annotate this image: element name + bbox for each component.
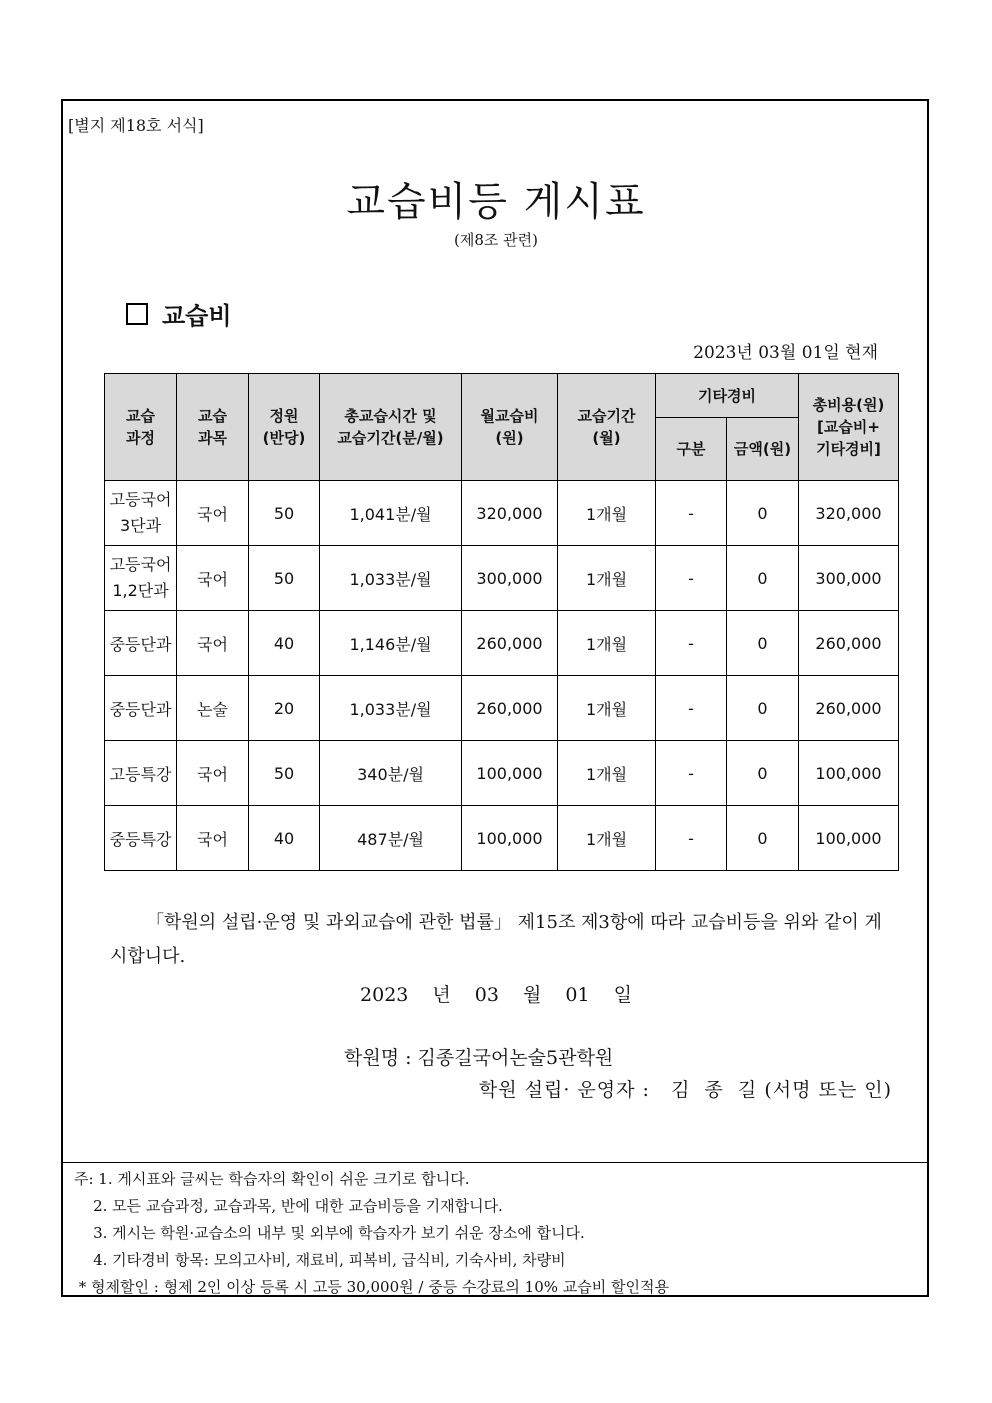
table-row	[105, 741, 899, 806]
header-period: 교습기간 (월)	[558, 374, 656, 481]
cell-course: 고등국어 3단과	[109, 490, 172, 535]
cell-total: 260,000	[815, 698, 882, 718]
header-total-hours: 총교습시간 및 교습기간(분/월)	[320, 374, 462, 481]
header-other-type: 구분	[656, 418, 727, 481]
cell-subject: 국어	[197, 569, 228, 589]
operator-signature-line: 학원 설립· 운영자 : 김 종 길 (서명 또는 인)	[478, 1079, 892, 1101]
cell-fee: 260,000	[476, 633, 543, 653]
cell-period: 1개월	[585, 829, 628, 849]
section-heading	[126, 296, 232, 331]
header-other-expenses: 기타경비	[656, 374, 799, 418]
cell-capacity: 50	[273, 568, 295, 588]
cell-other-amount: 0	[757, 633, 768, 653]
cell-capacity: 50	[273, 503, 295, 523]
table-row	[105, 481, 899, 546]
cell-fee: 100,000	[476, 763, 543, 783]
cell-capacity: 40	[273, 828, 295, 848]
cell-course: 중등단과	[109, 634, 172, 654]
note-item: 3. 게시는 학원·교습소의 내부 및 외부에 학습자가 보기 쉬운 장소에 합니다.	[74, 1224, 585, 1242]
cell-hours: 340분/월	[357, 764, 424, 784]
posting-date: 2023 년 03 월 01 일	[360, 984, 632, 1006]
section-title: 교습비	[162, 302, 232, 330]
notes	[74, 1166, 669, 1301]
cell-other-type: -	[688, 828, 694, 848]
note-item: * 형제할인 : 형제 2인 이상 등록 시 고등 30,000원 / 중등 수강료의 10% 교습비 할인적용	[74, 1278, 669, 1296]
cell-subject: 논술	[197, 699, 228, 719]
table-row	[105, 611, 899, 676]
cell-subject: 국어	[197, 504, 228, 524]
fee-table	[104, 373, 899, 871]
cell-period: 1개월	[585, 764, 628, 784]
cell-other-amount: 0	[757, 568, 768, 588]
cell-period: 1개월	[585, 569, 628, 589]
cell-period: 1개월	[585, 504, 628, 524]
cell-subject: 국어	[197, 764, 228, 784]
cell-other-type: -	[688, 763, 694, 783]
form-number: [별지 제18호 서식]	[68, 116, 204, 135]
header-monthly-fee: 월교습비 (원)	[462, 374, 558, 481]
table-row	[105, 806, 899, 871]
cell-other-amount: 0	[757, 698, 768, 718]
cell-course: 중등단과	[109, 699, 172, 719]
cell-hours: 1,033분/월	[349, 699, 432, 719]
cell-total: 100,000	[815, 763, 882, 783]
cell-fee: 260,000	[476, 698, 543, 718]
cell-other-type: -	[688, 633, 694, 653]
cell-hours: 1,041분/월	[349, 504, 432, 524]
cell-capacity: 50	[273, 763, 295, 783]
cell-subject: 국어	[197, 634, 228, 654]
as-of-date: 2023년 03월 01일 현재	[693, 343, 878, 363]
cell-hours: 1,033분/월	[349, 569, 432, 589]
header-subject: 교습 과목	[177, 374, 249, 481]
cell-fee: 300,000	[476, 568, 543, 588]
cell-capacity: 20	[273, 698, 295, 718]
cell-other-amount: 0	[757, 503, 768, 523]
note-item: 4. 기타경비 항목: 모의고사비, 재료비, 피복비, 급식비, 기숙사비, 차량비	[74, 1251, 566, 1269]
cell-total: 100,000	[815, 828, 882, 848]
header-total: 총비용(원) [교습비+ 기타경비]	[799, 374, 899, 481]
header-other-amount: 금액(원)	[727, 418, 799, 481]
academy-name: 학원명 : 김종길국어논술5관학원	[344, 1047, 614, 1069]
note-item: 2. 모든 교습과정, 교습과목, 반에 대한 교습비등을 기재합니다.	[74, 1197, 503, 1215]
cell-subject: 국어	[197, 829, 228, 849]
cell-other-type: -	[688, 698, 694, 718]
cell-other-amount: 0	[757, 828, 768, 848]
cell-total: 320,000	[815, 503, 882, 523]
header-capacity: 정원 (반당)	[249, 374, 320, 481]
legal-statement: 「학원의 설립·운영 및 과외교습에 관한 법률」 제15조 제3항에 따라 교습비등을 위와 같이 게시합니다.	[110, 912, 882, 967]
table-row	[105, 546, 899, 611]
cell-hours: 487분/월	[357, 829, 424, 849]
cell-fee: 100,000	[476, 828, 543, 848]
note-item: 주: 1. 게시표와 글씨는 학습자의 확인이 쉬운 크기로 합니다.	[74, 1170, 470, 1188]
cell-fee: 320,000	[476, 503, 543, 523]
cell-course: 중등특강	[109, 829, 172, 849]
cell-other-amount: 0	[757, 763, 768, 783]
page-subtitle: (제8조 관련)	[454, 231, 538, 249]
cell-other-type: -	[688, 503, 694, 523]
cell-period: 1개월	[585, 699, 628, 719]
cell-hours: 1,146분/월	[349, 634, 432, 654]
cell-other-type: -	[688, 568, 694, 588]
cell-total: 260,000	[815, 633, 882, 653]
checkbox-square-icon	[126, 303, 148, 325]
cell-total: 300,000	[815, 568, 882, 588]
cell-course: 고등특강	[109, 764, 172, 784]
table-row	[105, 676, 899, 741]
cell-period: 1개월	[585, 634, 628, 654]
cell-course: 고등국어 1,2단과	[109, 555, 172, 600]
page-title: 교습비등 게시표	[346, 179, 646, 225]
cell-capacity: 40	[273, 633, 295, 653]
header-course: 교습 과정	[105, 374, 177, 481]
notes-divider	[61, 1162, 929, 1163]
